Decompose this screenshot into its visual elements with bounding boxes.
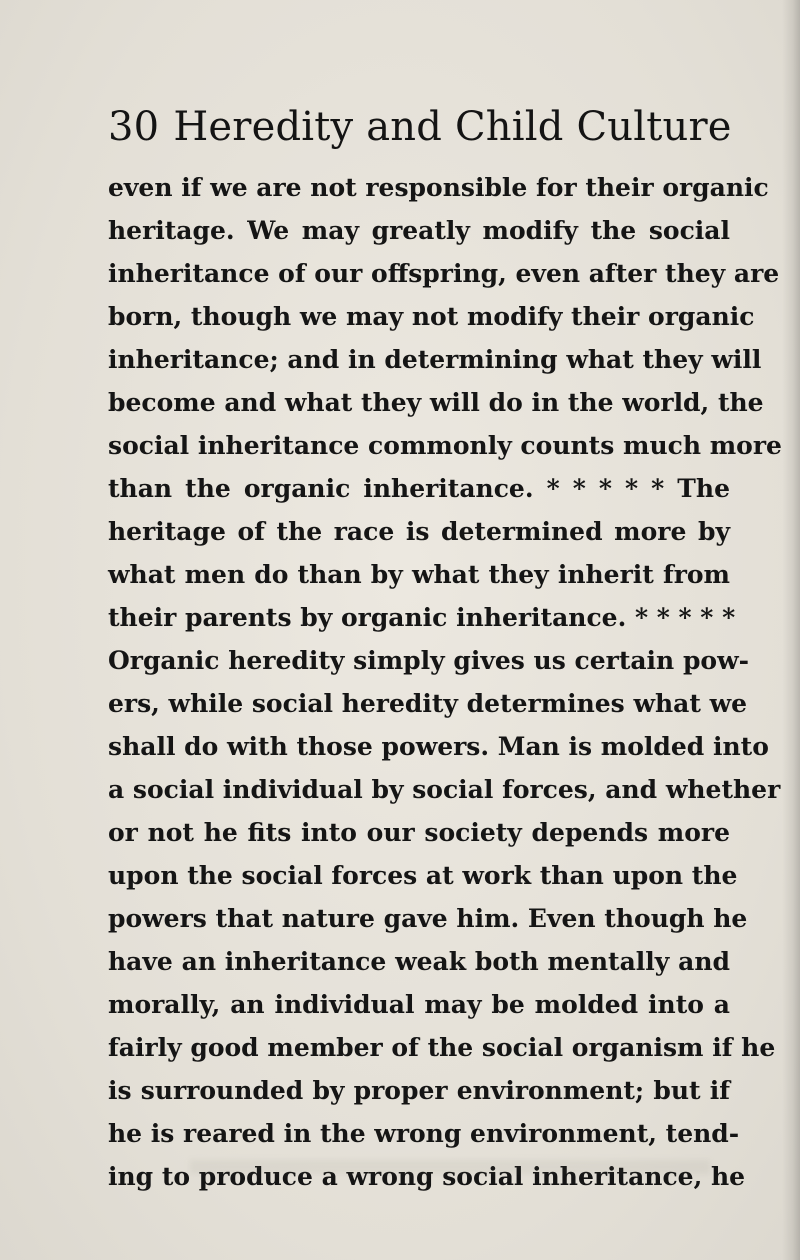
text-line: or not he fits into our society depends more — [108, 818, 730, 847]
bleed-through-smudge — [190, 1160, 710, 1174]
text-line: inheritance of our offspring, even after they are — [108, 259, 780, 288]
text-line: he is reared in the wrong environment, tend- — [108, 1119, 740, 1148]
text-line: upon the social forces at work than upon the — [108, 861, 738, 890]
page-edge-shadow — [782, 0, 800, 1260]
text-line: is surrounded by proper environment; but if — [108, 1076, 730, 1105]
text-line: their parents by organic inheritance. * * * * * — [108, 603, 736, 632]
text-line: shall do with those powers. Man is molded into — [108, 732, 769, 761]
text-line: what men do than by what they inherit from — [108, 560, 730, 589]
text-line: inheritance; and in determining what they will — [108, 345, 762, 374]
text-line: become and what they will do in the world, the — [108, 388, 764, 417]
text-line: fairly good member of the social organism if he — [108, 1033, 776, 1062]
text-line: heritage. We may greatly modify the social — [108, 216, 730, 245]
text-line: a social individual by social forces, and whether — [108, 775, 781, 804]
running-header — [108, 104, 732, 150]
text-line: ing to produce a wrong social inheritance, he — [108, 1162, 746, 1191]
text-line: ers, while social heredity determines what we — [108, 689, 748, 718]
text-line: social inheritance commonly counts much more — [108, 431, 782, 460]
body-text — [108, 166, 782, 1198]
text-line: morally, an individual may be molded into a — [108, 990, 730, 1019]
text-line: Organic heredity simply gives us certain pow- — [108, 646, 749, 675]
text-line: powers that nature gave him. Even though he — [108, 904, 748, 933]
running-title: Heredity and Child Culture — [173, 104, 732, 150]
page-number: 30 — [108, 104, 160, 150]
text-line: than the organic inheritance. * * * * * The — [108, 474, 730, 503]
text-line: born, though we may not modify their organic — [108, 302, 755, 331]
text-line: have an inheritance weak both mentally and — [108, 947, 730, 976]
text-line: even if we are not responsible for their organic — [108, 173, 769, 202]
text-line: heritage of the race is determined more by — [108, 517, 730, 546]
